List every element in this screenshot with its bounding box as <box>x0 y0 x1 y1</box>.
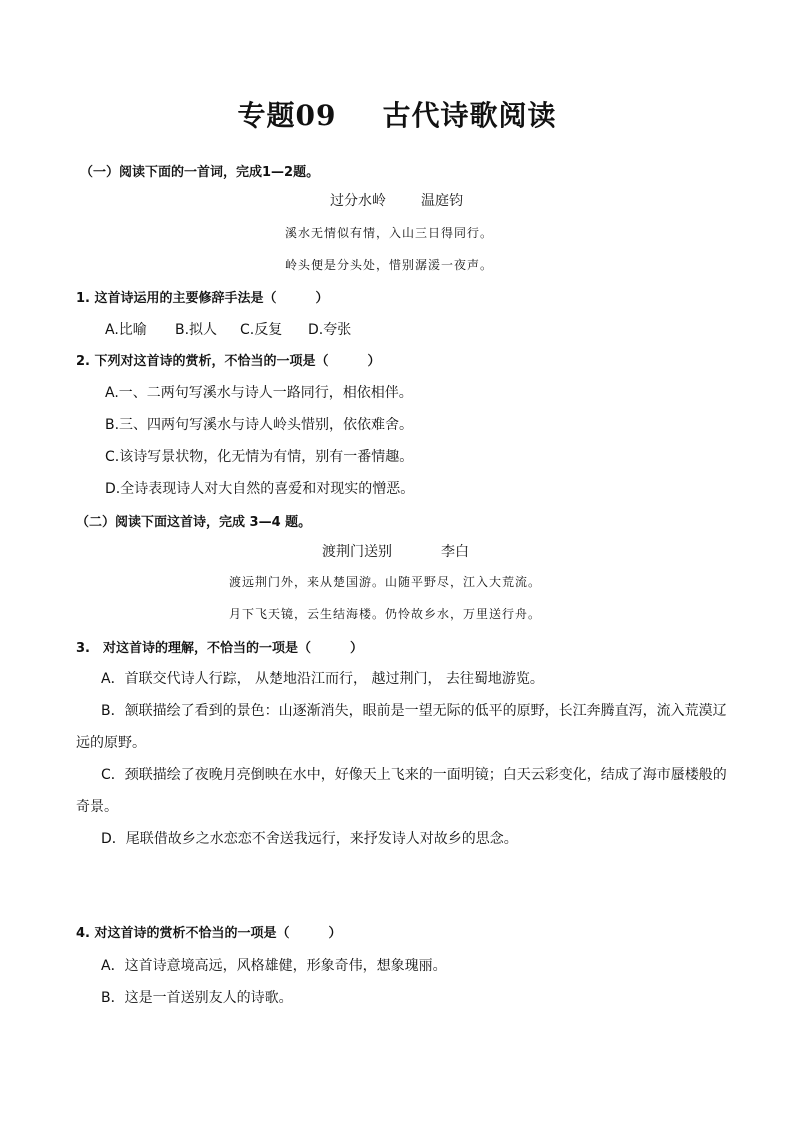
question-2-option-a: A.一、二两句写溪水与诗人一路同行，相依相伴。 <box>105 385 413 401</box>
section2-heading: （二）阅读下面这首诗，完成 3—4 题。 <box>76 515 312 530</box>
question-3-option-b-cont: 远的原野。 <box>76 735 146 751</box>
question-3-option-b: B．颔联描绘了看到的景色：山逐渐消失，眼前是一望无际的低平的原野，长江奔腾直泻，流入荒漠辽 <box>101 703 727 719</box>
question-2-option-b: B.三、四两句写溪水与诗人岭头惜别，依依难舍。 <box>105 417 414 433</box>
question-1-stem: 1. 这首诗运用的主要修辞手法是（ ） <box>76 291 329 306</box>
poem1-author: 温庭钧 <box>421 193 463 209</box>
question-4-option-b: B．这是一首送别友人的诗歌。 <box>101 990 293 1006</box>
title-topic-name: 古代诗歌阅读 <box>382 99 557 132</box>
poem1-title: 过分水岭 <box>330 193 386 209</box>
title-topic-number: 专题09 <box>237 99 337 132</box>
section1-heading: （一）阅读下面的一首词，完成1—2题。 <box>80 165 320 180</box>
question-1-option-b: B.拟人 <box>175 322 218 338</box>
question-2-stem: 2. 下列对这首诗的赏析，不恰当的一项是（ ） <box>76 354 381 369</box>
poem2-line-2: 月下飞天镜，云生结海楼。仍怜故乡水，万里送行舟。 <box>229 607 542 621</box>
question-3-option-c: C．颈联描绘了夜晚月亮倒映在水中，好像天上飞来的一面明镜；白天云彩变化，结成了海市蜃楼般的 <box>101 767 727 783</box>
question-1-option-c: C.反复 <box>240 322 283 338</box>
poem2-line-1: 渡远荆门外，来从楚国游。山随平野尽，江入大荒流。 <box>229 575 542 589</box>
poem1-line-1: 溪水无情似有情，入山三日得同行。 <box>285 226 494 240</box>
question-4-option-a: A．这首诗意境高远，风格雄健，形象奇伟，想象瑰丽。 <box>101 958 447 974</box>
poem2-title: 渡荆门送别 <box>322 544 392 560</box>
question-2-option-d: D.全诗表现诗人对大自然的喜爱和对现实的憎恶。 <box>105 481 415 497</box>
poem2-author: 李白 <box>441 544 469 560</box>
question-2-option-c: C.该诗写景状物，化无情为有情，别有一番情趣。 <box>105 449 414 465</box>
question-3-option-a: A．首联交代诗人行踪， 从楚地沿江而行， 越过荆门， 去往蜀地游览。 <box>101 671 544 687</box>
question-1-option-d: D.夸张 <box>308 322 352 338</box>
question-3-option-c-cont: 奇景。 <box>76 799 118 815</box>
page-title <box>0 94 794 134</box>
question-3-option-d: D．尾联借故乡之水恋恋不舍送我远行，来抒发诗人对故乡的思念。 <box>101 831 518 847</box>
question-1-option-a: A.比喻 <box>105 322 147 338</box>
question-3-stem: 3. 对这首诗的理解，不恰当的一项是（ ） <box>76 641 363 656</box>
question-4-stem: 4. 对这首诗的赏析不恰当的一项是（ ） <box>76 926 342 941</box>
poem1-line-2: 岭头便是分头处，惜别潺湲一夜声。 <box>285 258 494 272</box>
